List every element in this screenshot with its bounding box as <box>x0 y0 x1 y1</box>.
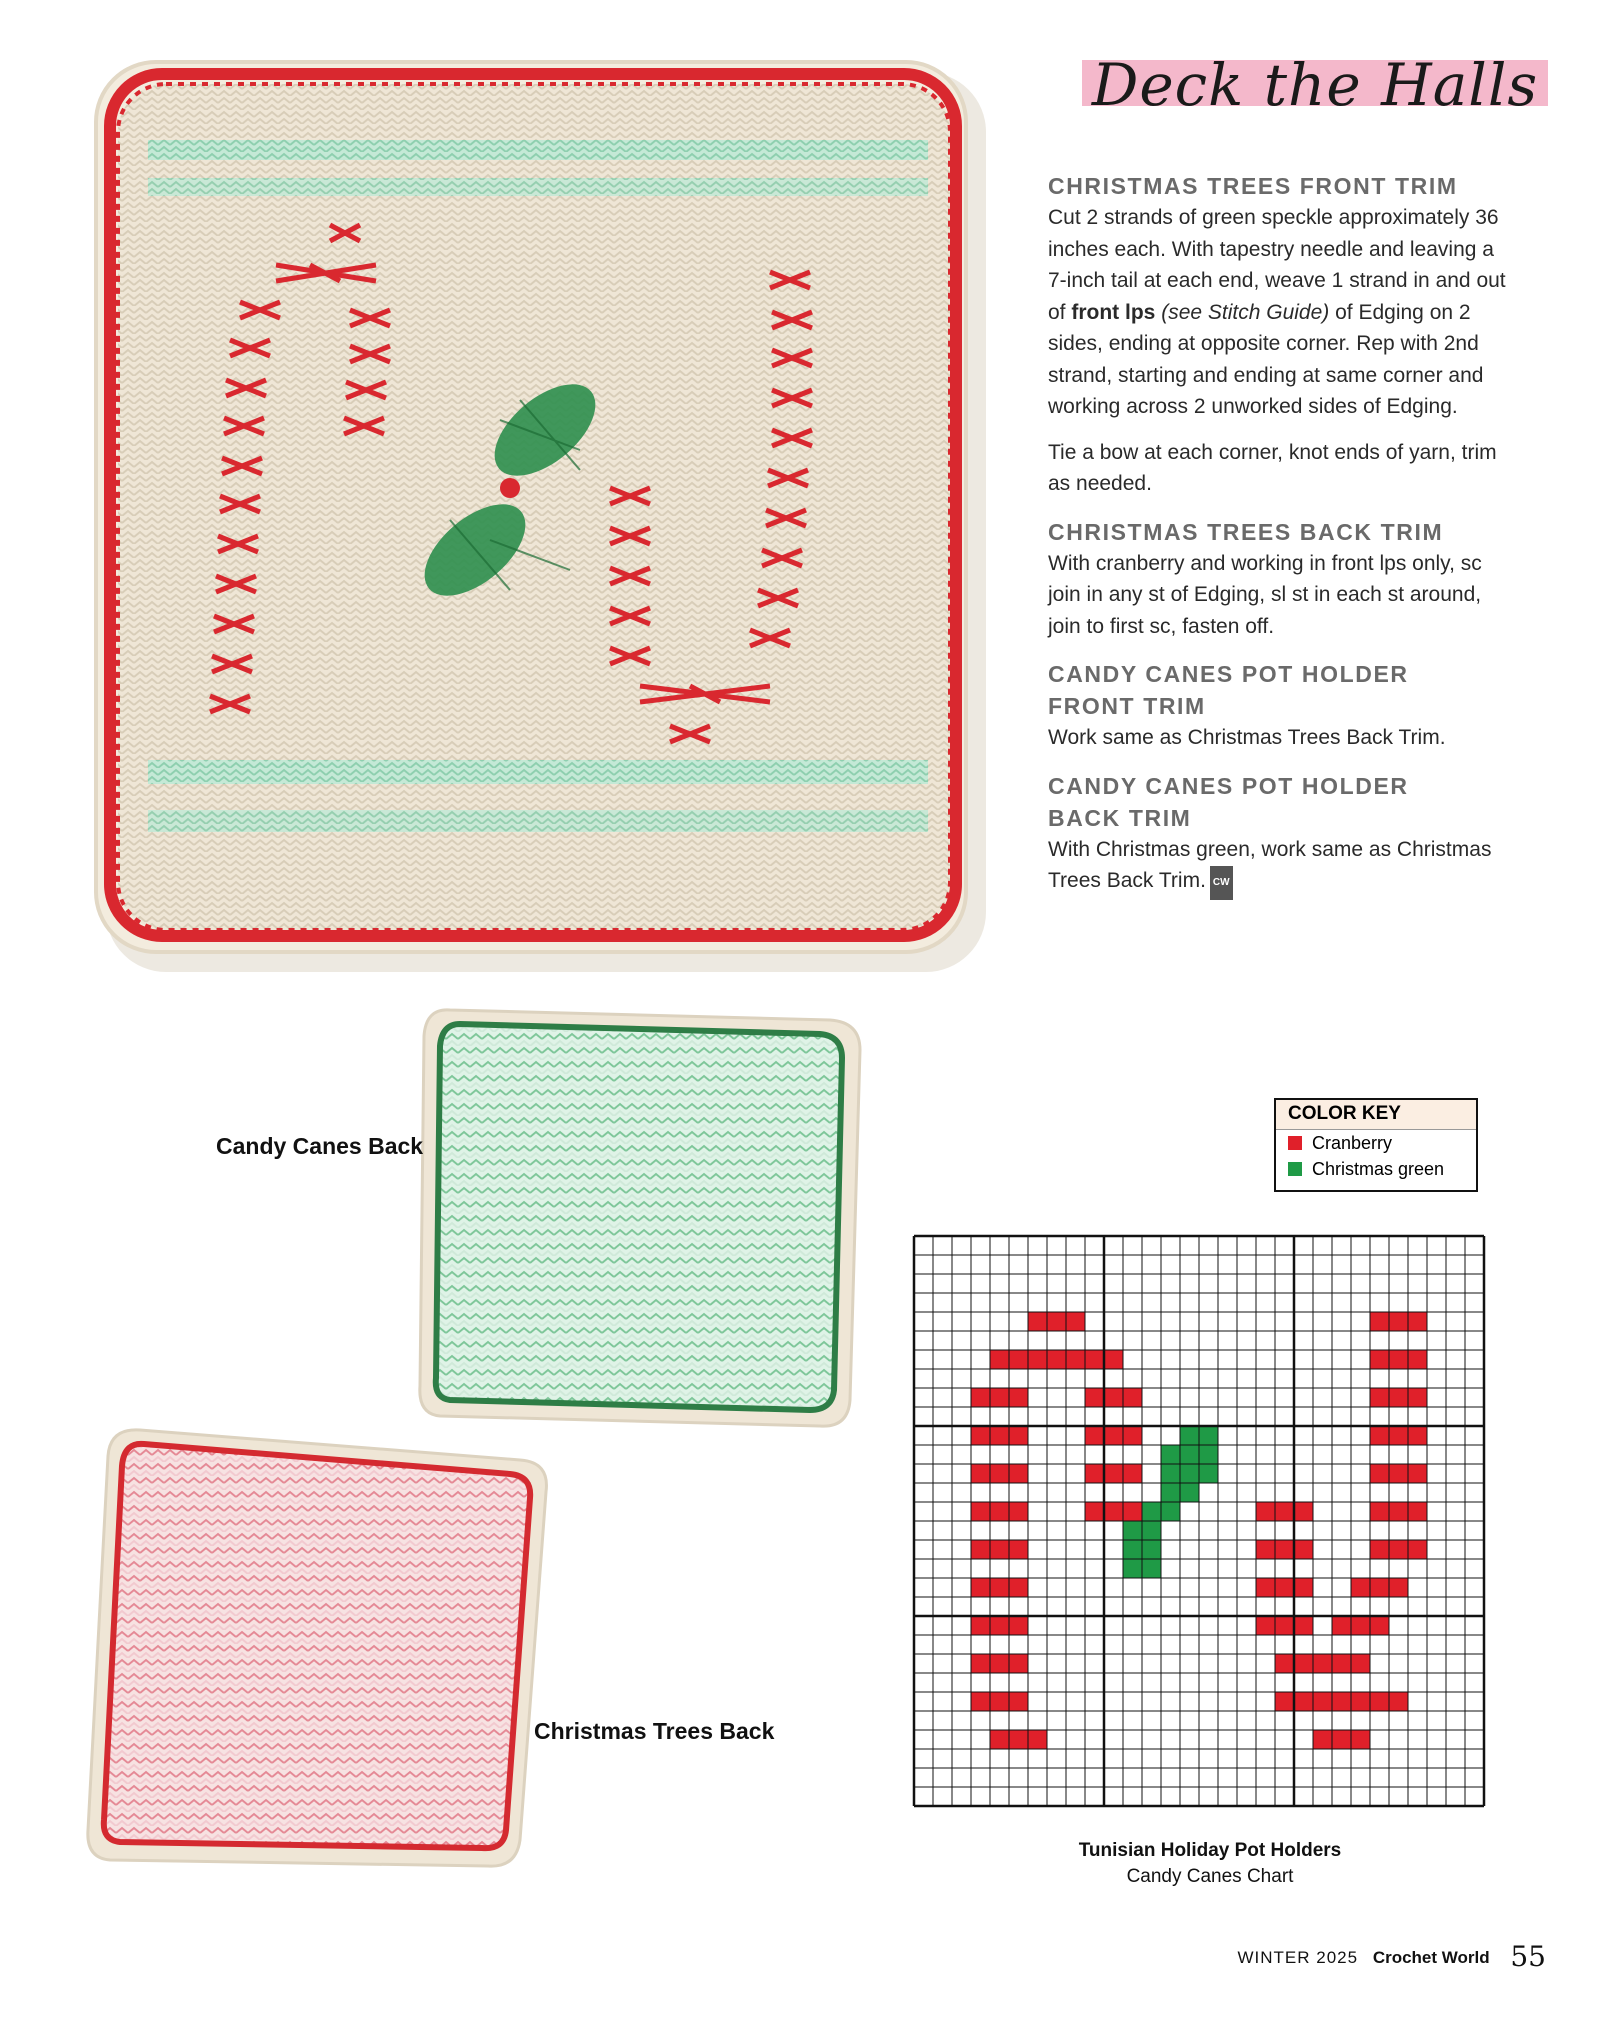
chart-cell-cranberry <box>1028 1312 1085 1331</box>
bold-term: front lps <box>1071 300 1156 324</box>
chart-cell-cranberry <box>1085 1388 1142 1407</box>
color-key-item-cranberry <box>1276 1130 1476 1156</box>
chart-cell-cranberry <box>971 1616 1028 1635</box>
chart-cell-cranberry <box>1351 1578 1408 1597</box>
color-key-label: Christmas green <box>1312 1158 1445 1179</box>
color-key-item-green <box>1276 1156 1476 1182</box>
section-heading: CANDY CANES POT HOLDER BACK TRIM <box>1048 772 1409 831</box>
section-heading: CHRISTMAS TREES FRONT TRIM <box>1048 173 1458 199</box>
chart-cell-cranberry <box>1313 1654 1370 1673</box>
chart-cell-cranberry <box>1085 1464 1142 1483</box>
body-text: With Christmas green, work same as Christmas Trees Back Trim. <box>1048 837 1492 892</box>
body-text: Cut 2 strands of green speckle approximately 36 inches each. With tapestry needle and leaving a 7-inch tail at each end, weave 1 strand in and out of <box>1048 206 1506 324</box>
section-body <box>1048 834 1508 900</box>
cranberry-swatch <box>1288 1136 1302 1150</box>
chart-cell-green <box>1161 1445 1218 1464</box>
caption-christmas-trees-back: Christmas Trees Back <box>534 1718 775 1744</box>
candy-canes-chart <box>908 1230 1494 1818</box>
caption-candy-canes-back: Candy Canes Back <box>216 1133 424 1159</box>
chart-cell-cranberry <box>990 1730 1047 1749</box>
section-heading: CHRISTMAS TREES BACK TRIM <box>1048 518 1444 545</box>
instructions-column <box>1048 170 1508 916</box>
chart-cell-cranberry <box>1370 1502 1427 1521</box>
section-body: With cranberry and working in front lps only, sc join in any st of Edging, sl st in each st around, join to first sc, fasten off. <box>1048 551 1482 638</box>
page-footer <box>1150 1940 1546 1973</box>
candy-canes-front-photo <box>50 40 1000 1000</box>
chart-subtitle: Candy Canes Chart <box>1126 1866 1294 1887</box>
page-title: Deck the Halls <box>1091 51 1539 119</box>
footer-magazine: Crochet World <box>1372 1948 1490 1967</box>
section-heading: CANDY CANES POT HOLDER FRONT TRIM <box>1048 661 1409 719</box>
chart-cell-cranberry <box>971 1388 1028 1407</box>
chart-cell-cranberry <box>1085 1502 1142 1521</box>
section-body: Tie a bow at each corner, knot ends of yarn, trim as needed. <box>1048 440 1497 495</box>
chart-cell-cranberry <box>971 1426 1028 1445</box>
section-christmas-trees-front-trim <box>1048 170 1508 500</box>
page-number: 55 <box>1510 1940 1546 1973</box>
chart-cell-cranberry <box>1256 1578 1313 1597</box>
section-body <box>1048 202 1508 423</box>
chart-cell-cranberry <box>971 1578 1028 1597</box>
christmas-trees-back-photo <box>80 1420 560 1890</box>
chart-cell-cranberry <box>971 1502 1028 1521</box>
footer-season: WINTER 2025 <box>1237 1948 1359 1967</box>
color-key <box>1274 1098 1478 1192</box>
chart-cell-cranberry <box>1370 1540 1427 1559</box>
chart-cell-cranberry <box>1313 1730 1370 1749</box>
chart-cell-cranberry <box>1370 1388 1427 1407</box>
italic-reference: (see Stitch Guide) <box>1161 300 1330 324</box>
chart-cell-cranberry <box>1370 1350 1427 1369</box>
chart-title: Tunisian Holiday Pot Holders <box>1078 1840 1342 1861</box>
chart-cell-cranberry <box>1085 1426 1142 1445</box>
green-swatch <box>1288 1162 1302 1176</box>
color-key-title: COLOR KEY <box>1276 1100 1476 1130</box>
chart-cell-cranberry <box>971 1540 1028 1559</box>
body-text: of Edging on 2 sides, ending at opposite corner. Rep with 2nd strand, starting and ending at same corner and working across 2 unworked sides of Edging. <box>1048 300 1484 418</box>
color-key-label: Cranberry <box>1312 1132 1393 1153</box>
chart-cell-cranberry <box>1256 1540 1313 1559</box>
section-candy-canes-back-trim <box>1048 770 1508 900</box>
chart-cell-cranberry <box>1370 1426 1427 1445</box>
section-body: Work same as Christmas Trees Back Trim. <box>1048 726 1446 749</box>
chart-cell-cranberry <box>1332 1616 1389 1635</box>
chart-cell-green <box>1161 1464 1218 1483</box>
section-candy-canes-front-trim <box>1048 658 1508 754</box>
chart-cell-cranberry <box>1370 1464 1427 1483</box>
chart-cell-cranberry <box>1370 1312 1427 1331</box>
chart-cell-cranberry <box>971 1692 1028 1711</box>
chart-cell-cranberry <box>971 1654 1028 1673</box>
chart-cell-cranberry <box>1256 1502 1313 1521</box>
chart-cell-cranberry <box>971 1464 1028 1483</box>
section-christmas-trees-back-trim <box>1048 516 1508 643</box>
chart-cell-cranberry <box>1256 1616 1313 1635</box>
cw-end-badge: CW <box>1210 866 1233 900</box>
candy-canes-back-photo <box>410 990 880 1450</box>
